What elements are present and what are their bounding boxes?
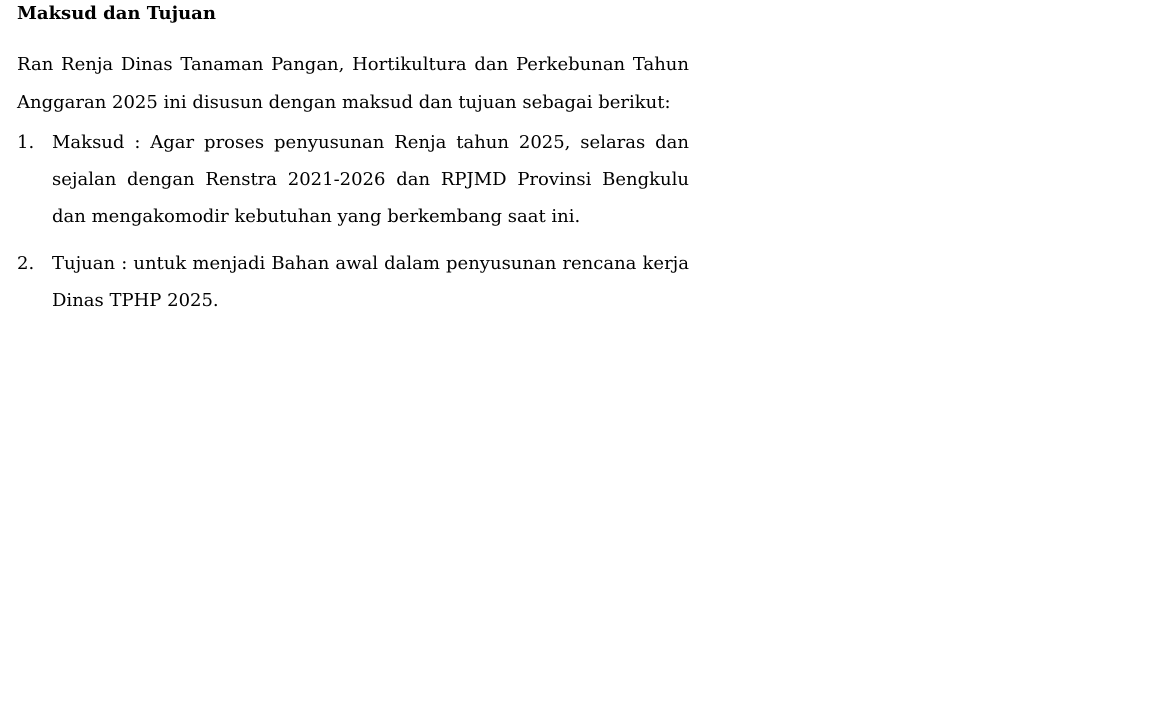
list-text: Tujuan : untuk menjadi Bahan awal dalam penyusunan rencana kerja Dinas TPHP 2025.	[52, 253, 689, 311]
list-text: Maksud : Agar proses penyusunan Renja tahun 2025, selaras dan sejalan dengan Renstra 2021-2026 dan RPJMD Provinsi Bengkulu dan mengakomodir kebutuhan yang berkembang saat ini.	[52, 132, 689, 227]
intro-paragraph: Ran Renja Dinas Tanaman Pangan, Hortikultura dan Perkebunan Tahun Anggaran 2025 ini disusun dengan maksud dan tujuan sebagai berikut:	[17, 54, 689, 113]
list-number: 1.	[17, 132, 35, 153]
purpose-list	[17, 124, 689, 319]
list-item-tujuan	[17, 245, 689, 319]
section-heading: Maksud dan Tujuan	[17, 3, 216, 24]
document-content	[17, 0, 689, 329]
list-item-maksud	[17, 124, 689, 235]
list-number: 2.	[17, 253, 35, 274]
